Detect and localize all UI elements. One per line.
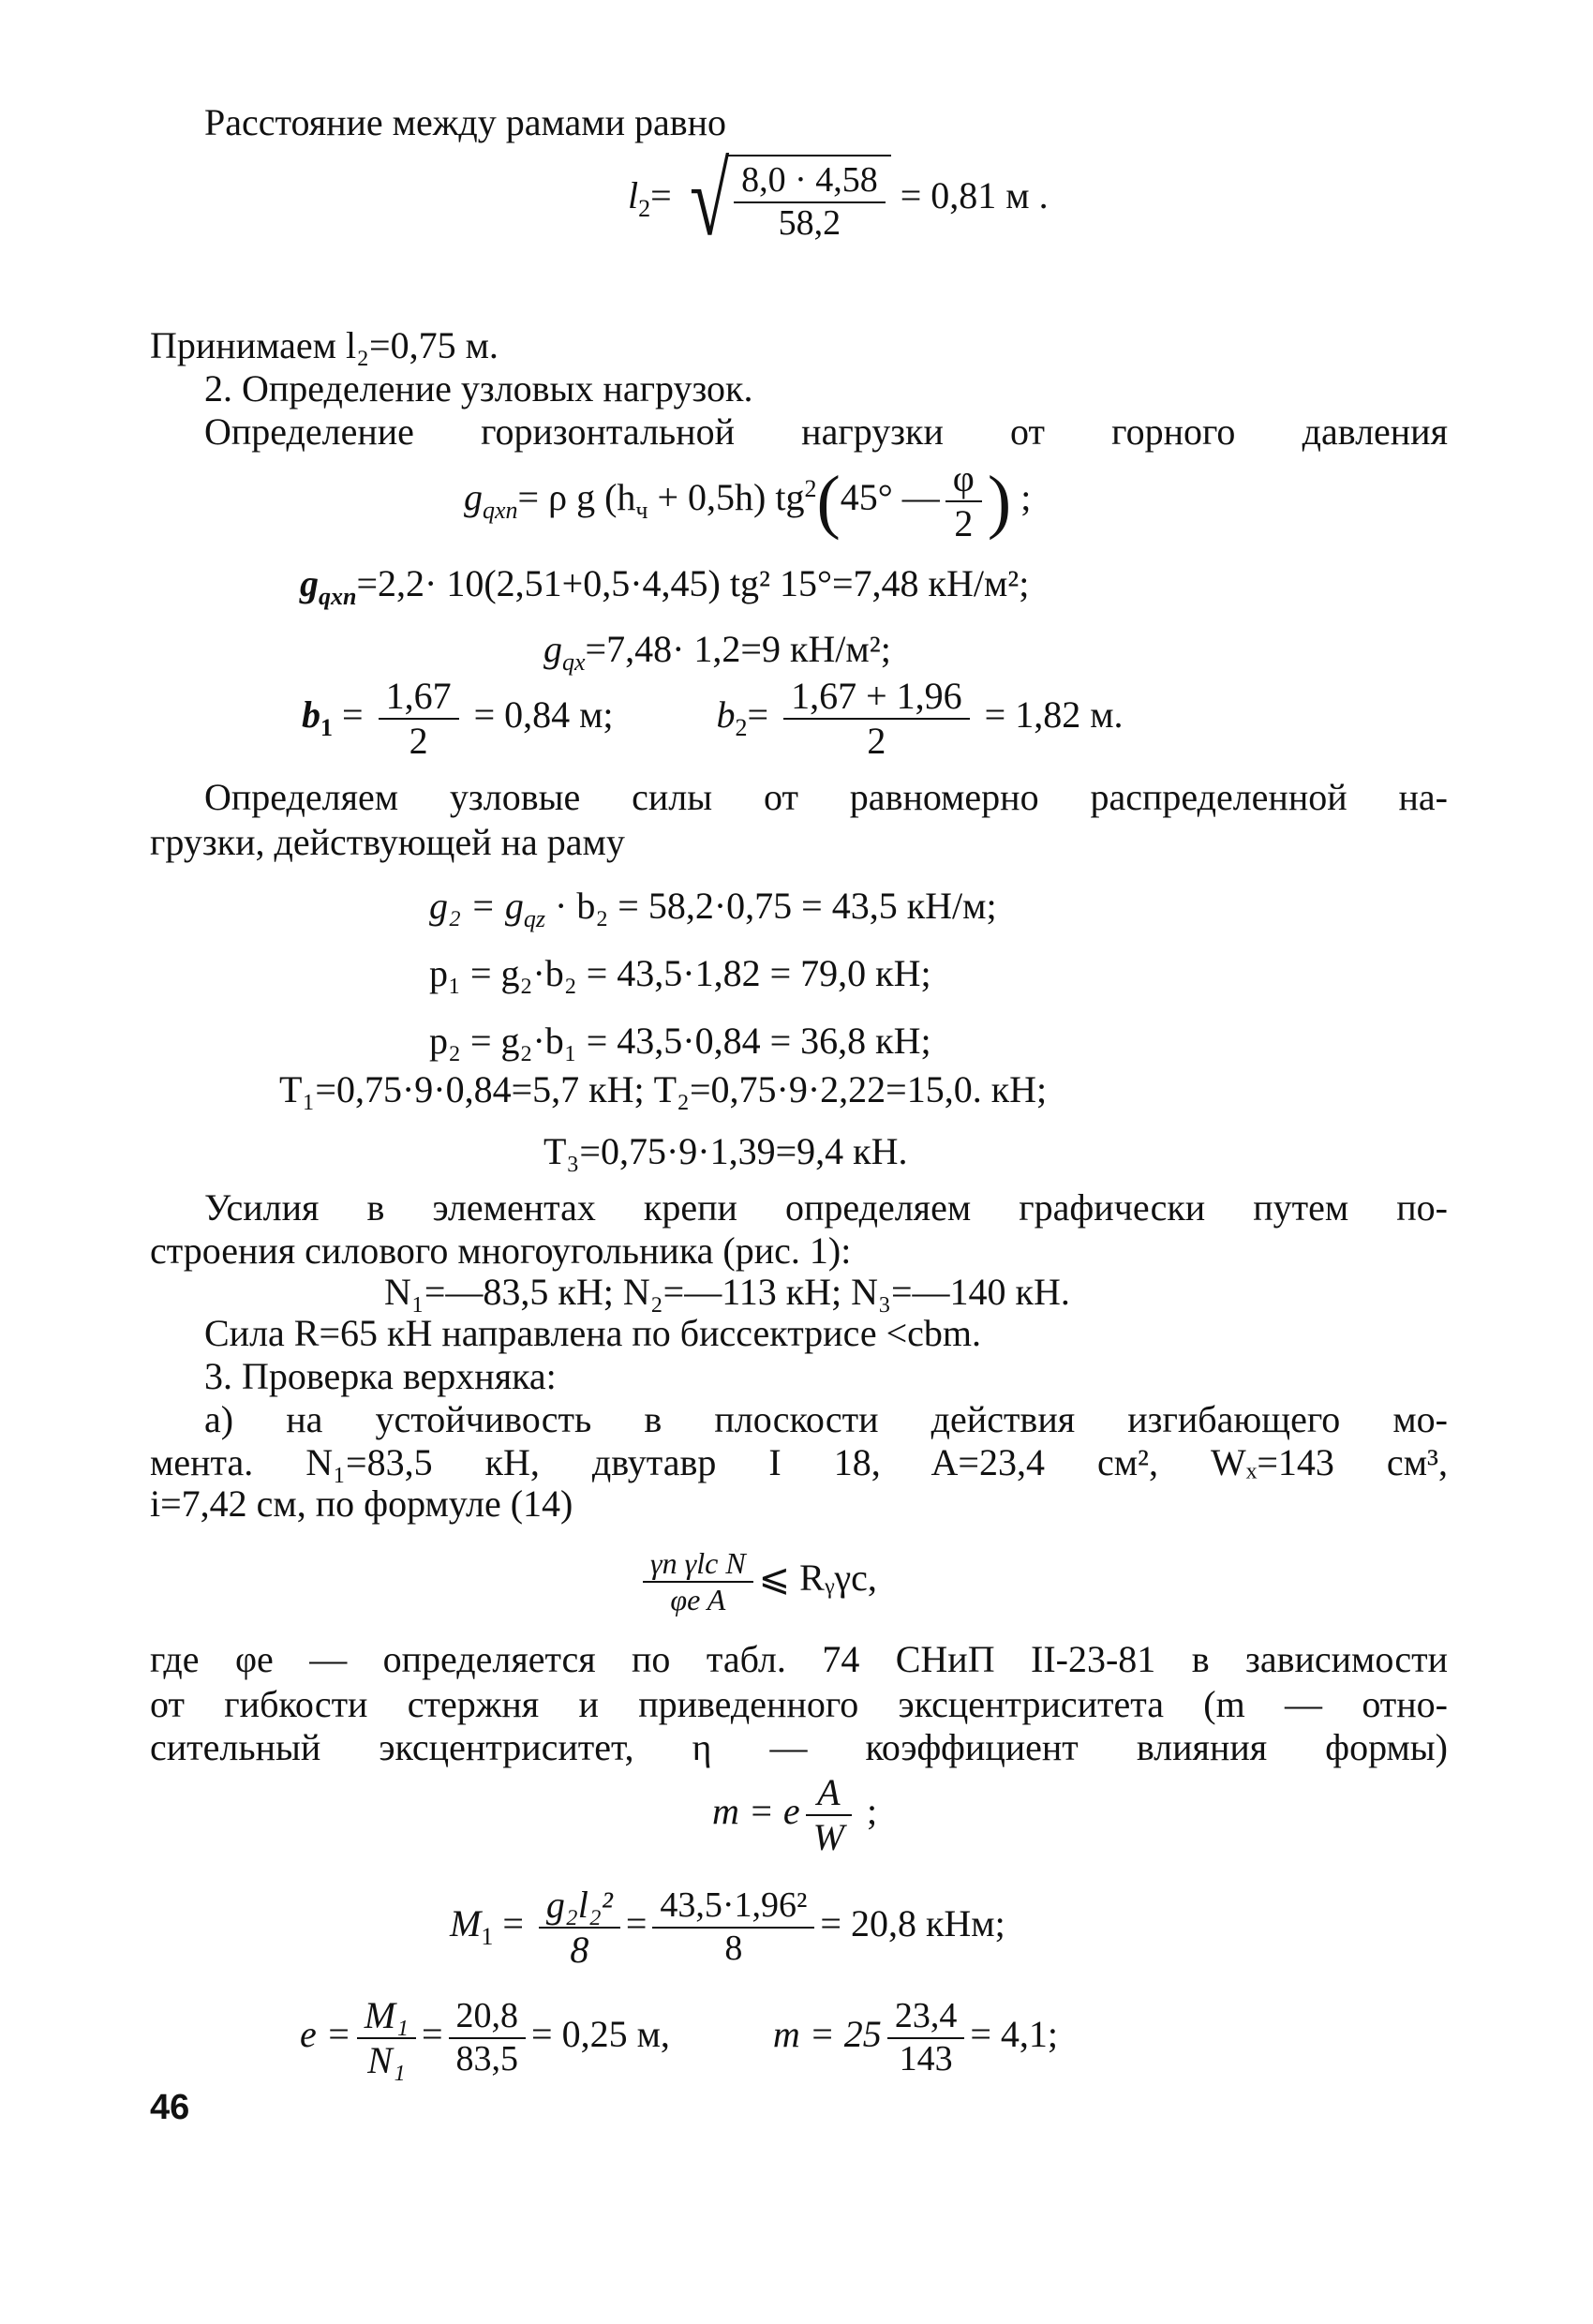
text-line: i=7,42 см, по формуле (14) [150,1482,573,1525]
formula-p1: p₁ = g₂·b₂ = 43,5·1,82 = 79,0 кН; [429,952,931,994]
formula-gqxn-value: $g_{qxn}=2,2\cdot 10(2,51+0,5\cdot 4,45)$ tg² 15°=7,48 кН/м²; [300,562,1030,610]
formula-p2: p₂ = g₂·b₁ = 43,5·0,84 = 36,8 кН; [429,1020,931,1062]
text-line: Сила R=65 кН направлена по биссектрисе <cbm. [204,1312,982,1354]
text-line: Усилия в элементах крепи определяем графически путем по- [204,1186,1448,1229]
formula-m1: $M_1$ = $\frac{\text{g₂l₂²}}{8}$ = $\frac{\text{43,5·1,96²}}{8}$ = 20,8 кНм; [450,1884,1005,1971]
formula-gqx: $g_{qx}=7,48\cdot 1,2=9$ кН/м²; [543,628,891,676]
text-line: Определение горизонтальной нагрузки от горного давления [204,410,1448,453]
formula-l2: $l_2=$ √ $\frac{8,0 \cdot 4,58}{58,2}$ = 0,81 м . [628,142,1049,257]
text-line: Расстояние между рамами равно [204,101,727,143]
text-line: от гибкости стержня и приведенного эксцентриситета (m — отно- [150,1683,1448,1725]
text-line: 2. Определение узловых нагрузок. [204,367,753,410]
text-line: строения силового многоугольника (рис. 1): [150,1229,852,1272]
formula-stability: $\frac{\text{γn γlc N}}{\text{φe A}}$ ⩽ Rᵧγc, [637,1546,877,1617]
sqrt-sign: √ $\frac{8,0 \cdot 4,58}{58,2}$ [681,148,891,251]
text-line: сительный эксцентриситет, η — коэффициент влияния формы) [150,1726,1448,1768]
formula-m: m = e $\frac{A}{W}$ ; [712,1771,878,1858]
formula-t1-t2: T₁=0,75·9·0,84=5,7 кН; T₂=0,75·9·2,22=15,0. кН; [279,1068,1048,1110]
text-line: грузки, действующей на раму [150,821,625,863]
text-line: где φe — определяется по табл. 74 СНиП II-23-81 в зависимости [150,1638,1448,1680]
text-line: а) на устойчивость в плоскости действия изгибающего мо- [204,1398,1448,1440]
formula-t3: T₃=0,75·9·1,39=9,4 кН. [543,1130,908,1172]
text-line: Принимаем l₂=0,75 м. [150,324,499,366]
text-line: мента. N₁=83,5 кН, двутавр I 18, A=23,4 см², Wₓ=143 см³, [150,1441,1448,1483]
formula-g2: $g_2 = g_{qz} \cdot b_2 = 58,2\cdot 0,75 = 43,5$ кН/м; [429,885,997,932]
formula-gqxn: $g_{qxn}= \rho$ g $(h_ч + 0,5h)$ $tg^2(45^\circ$ — $\frac{\varphi}{2}$ ) ; [464,457,1032,544]
formula-e-m: e = $\frac{\text{M₁}}{\text{N₁}}$ = $\frac{20,8}{83,5}$ = 0,25 м, m = 25 $\frac{23,4}{143}$ = 4,1; [300,1994,1058,2081]
page-number: 46 [150,2088,190,2127]
formula-b1-b2: $b_1$ = $\frac{1,67}{2}$ = 0,84 м; $b_2=$ $\frac{1,67 + 1,96}{2}$ = 1,82 м. [302,675,1124,762]
text-line: 3. Проверка верхняка: [204,1355,557,1397]
text-line: N₁=—83,5 кН; N₂=—113 кН; N₃=—140 кН. [384,1271,1070,1313]
text-line: Определяем узловые силы от равномерно распределенной на- [204,776,1448,818]
